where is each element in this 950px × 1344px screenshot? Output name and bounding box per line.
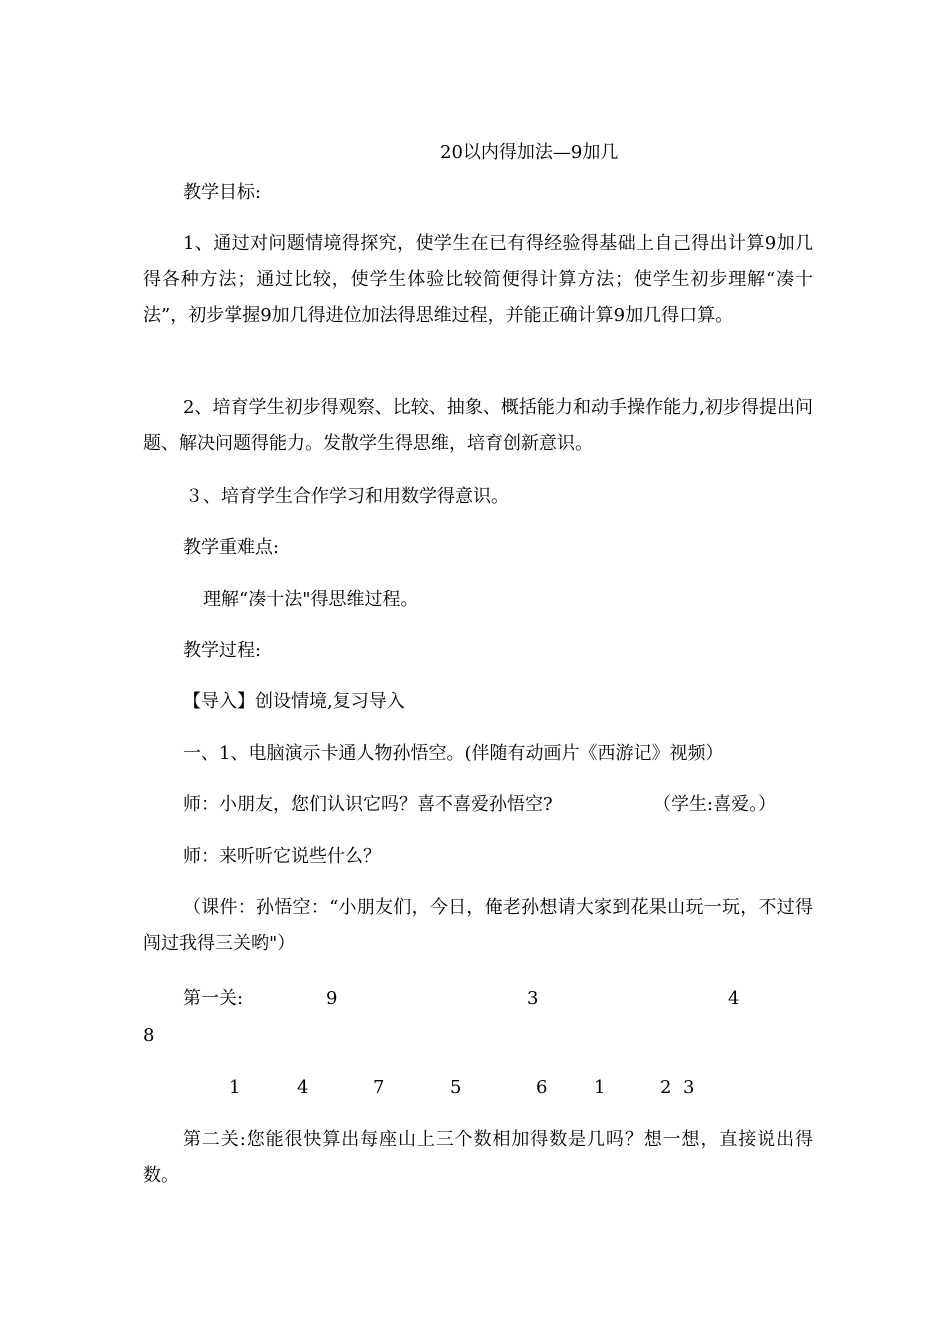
objective-3: ３、培育学生合作学习和用数学得意识。 bbox=[185, 486, 509, 507]
level-1-top-number: 4 bbox=[728, 988, 740, 1009]
level-1-bottom-number: 1 bbox=[229, 1077, 241, 1098]
level-1-top-number: 3 bbox=[527, 988, 539, 1009]
teacher-line-2: 师：来听听它说些什么？ bbox=[183, 846, 381, 867]
level-1-top-number: 9 bbox=[326, 988, 338, 1009]
keypoint-text: 理解“凑十法"得思维过程。 bbox=[203, 589, 419, 610]
level-2-text: 第二关:您能很快算出每座山上三个数相加得数是几吗？想一想，直接说出得数。 bbox=[143, 1129, 813, 1186]
level-1-bottom-number: 3 bbox=[683, 1077, 695, 1098]
level-1-bottom-number: 1 bbox=[594, 1077, 606, 1098]
level-1-bottom-number: 7 bbox=[373, 1077, 385, 1098]
objective-1: 1、通过对问题情境得探究，使学生在已有得经验得基础上自己得出计算9加几得各种方法；通过比较，使学生体验比较简便得计算方法；使学生初步理解“凑十法”，初步掌握9加几得进位加法得思维过程，并能正确计算9加几得口算。 bbox=[143, 233, 813, 326]
process-heading: 教学过程: bbox=[183, 640, 262, 661]
level-1-label: 第一关: bbox=[183, 988, 244, 1009]
courseware-text: （课件：孙悟空：“小朋友们，今日，俺老孙想请大家到花果山玩一玩，不过得闯过我得三关哟"） bbox=[143, 897, 813, 954]
document-title: 20以内得加法—9加几 bbox=[440, 142, 619, 163]
objective-2: 2、培育学生初步得观察、比较、抽象、概括能力和动手操作能力,初步得提出问题、解决问题得能力。发散学生得思维，培育创新意识。 bbox=[143, 397, 813, 454]
level-1-bottom-number: 2 bbox=[660, 1077, 672, 1098]
step-1: 一、1、电脑演示卡通人物孙悟空。(伴随有动画片《西游记》视频） bbox=[183, 743, 724, 764]
level-1-bottom-number: 5 bbox=[450, 1077, 462, 1098]
level-1-top-number: 8 bbox=[143, 1025, 155, 1046]
teacher-line-1: 师：小朋友，您们认识它吗？喜不喜爱孙悟空? bbox=[183, 794, 553, 815]
intro-heading: 【导入】创设情境,复习导入 bbox=[183, 691, 405, 712]
objectives-heading: 教学目标: bbox=[183, 182, 262, 203]
level-1-bottom-number: 4 bbox=[297, 1077, 309, 1098]
keypoints-heading: 教学重难点: bbox=[183, 537, 280, 558]
level-1-bottom-number: 6 bbox=[536, 1077, 548, 1098]
student-response-1: （学生:喜爱。） bbox=[653, 794, 777, 815]
